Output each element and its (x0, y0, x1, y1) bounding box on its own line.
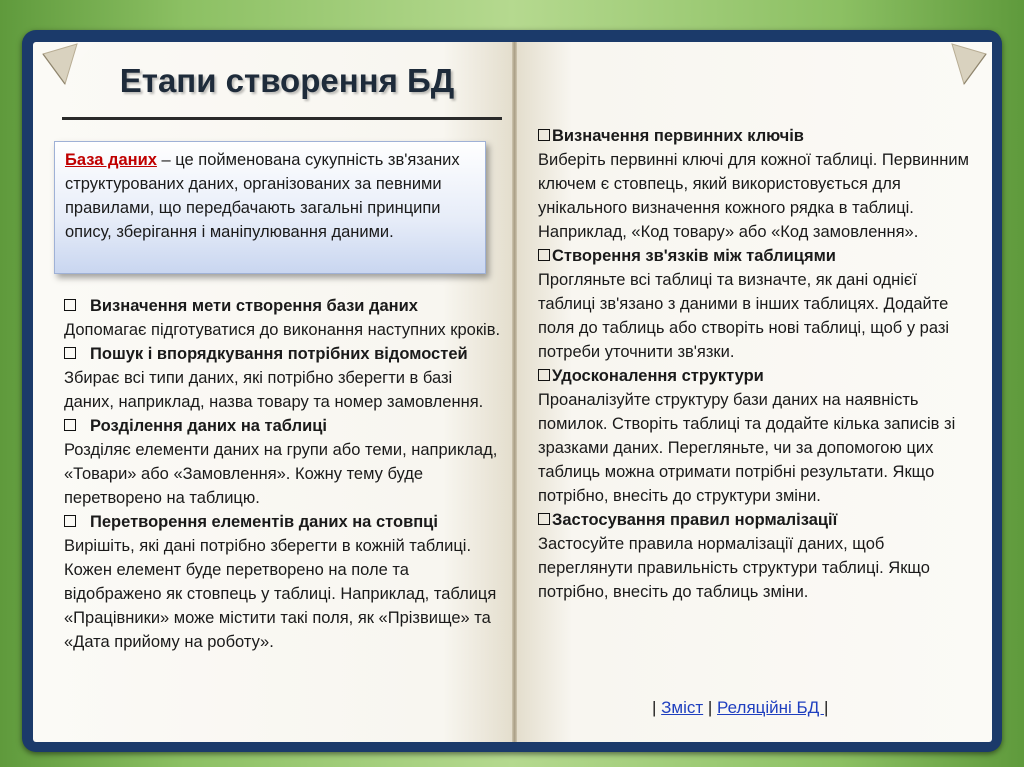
section-heading: Перетворення елементів даних на стовпці (64, 510, 504, 534)
list-item (538, 508, 978, 604)
section-text: Розділяє елементи даних на групи або теми, наприклад, «Товари» або «Замовлення». Кожну тему буде перетворено на таблицю. (64, 441, 498, 507)
section-heading: Розділення даних на таблиці (64, 414, 504, 438)
list-item (538, 364, 978, 508)
right-column (538, 124, 978, 604)
list-item (538, 124, 978, 244)
list-item (64, 342, 504, 414)
checkbox-bullet-icon (538, 369, 550, 381)
book-spine (512, 42, 517, 742)
section-text: Допомагає підготуватися до виконання наступних кроків. (64, 321, 501, 339)
section-heading: Застосування правил нормалізації (538, 508, 978, 532)
section-text: Вирішіть, які дані потрібно зберегти в кожній таблиці. Кожен елемент буде перетворено на поле та відображено як стовпець у таблиці. Наприклад, таблиця «Працівники» може містити такі поля, як «Прізвище» та «Дата прийому на роботу». (64, 537, 497, 651)
checkbox-bullet-icon (64, 515, 76, 527)
checkbox-bullet-icon (538, 129, 550, 141)
checkbox-bullet-icon (64, 419, 76, 431)
nav-link-relational-db[interactable]: Реляційні БД (717, 698, 824, 717)
section-text: Збирає всі типи даних, які потрібно зберегти в базі даних, наприклад, назва товару та номер замовлення. (64, 369, 484, 411)
list-item (64, 294, 504, 342)
section-heading: Пошук і впорядкування потрібних відомостей (64, 342, 504, 366)
section-text: Проаналізуйте структуру бази даних на наявність помилок. Створіть таблиці та додайте кілька записів зі зразками даних. Перегляньте, чи за допомогою цих таблиць можна отримати потрібні результати. Якщо потрібно, внесіть до структури зміни. (538, 391, 956, 505)
definition-box (54, 141, 486, 274)
section-text: Виберіть первинні ключі для кожної таблиці. Первинним ключем є стовпець, який використовується для унікального визначення кожного рядка в таблиці. Наприклад, «Код товару» або «Код замовлення». (538, 151, 969, 241)
checkbox-bullet-icon (538, 249, 550, 261)
nav-separator: | (823, 698, 829, 717)
checkbox-bullet-icon (538, 513, 550, 525)
nav-separator: | (703, 698, 718, 717)
definition-term-link[interactable]: База даних (65, 151, 157, 169)
section-text: Прогляньте всі таблиці та визначте, як дані однієї таблиці зв'язано з даними в інших таблицях. Додайте поля до таблиць або створіть нові таблиці, щоб у разі потреби уточнити зв'язки. (538, 271, 950, 361)
section-heading: Удосконалення структури (538, 364, 978, 388)
section-heading: Створення зв'язків між таблицями (538, 244, 978, 268)
title-divider (62, 117, 502, 120)
list-item (538, 244, 978, 364)
left-column (64, 294, 504, 654)
list-item (64, 414, 504, 510)
section-heading: Визначення мети створення бази даних (64, 294, 504, 318)
section-text: Застосуйте правила нормалізації даних, щоб переглянути правильність структури таблиці. Якщо потрібно, внесіть до таблиць зміни. (538, 535, 930, 601)
definition-text: – це пойменована сукупність зв'язаних структурованих даних, організованих за певними правилами, що передбачають загальні принципи опису, зберігання і маніпулювання даними. (65, 151, 460, 241)
bottom-navigation (652, 698, 828, 718)
page-curl-icon (932, 40, 994, 112)
checkbox-bullet-icon (64, 299, 76, 311)
nav-separator: | (652, 698, 662, 717)
section-heading: Визначення первинних ключів (538, 124, 978, 148)
page-title: Етапи створення БД (119, 62, 455, 99)
list-item (64, 510, 504, 654)
nav-link-contents[interactable]: Зміст (661, 698, 704, 717)
checkbox-bullet-icon (64, 347, 76, 359)
